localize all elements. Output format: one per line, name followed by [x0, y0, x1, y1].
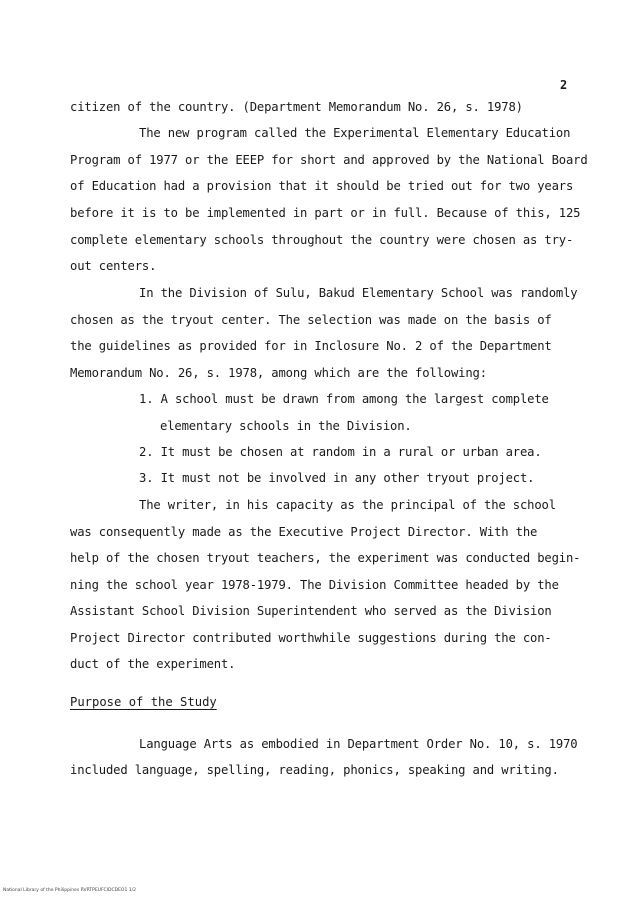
- list-item: 3. It must not be involved in any other tryout project.: [139, 471, 535, 485]
- text-line: Memorandum No. 26, s. 1978, among which are the following:: [70, 366, 487, 380]
- text-line: In the Division of Sulu, Bakud Elementary School was randomly: [139, 286, 578, 300]
- text-line: citizen of the country. (Department Memorandum No. 26, s. 1978): [70, 100, 523, 114]
- library-footer: National Library of the Philippines RVRTPEUFCIDCDEO1 1/2: [3, 888, 137, 893]
- text-line: the guidelines as provided for in Inclosure No. 2 of the Department: [70, 339, 552, 353]
- list-item: 1. A school must be drawn from among the largest complete: [139, 392, 549, 406]
- text-line: duct of the experiment.: [70, 657, 236, 671]
- text-line: Assistant School Division Superintendent who served as the Division: [70, 604, 552, 618]
- text-line: was consequently made as the Executive Project Director. With the: [70, 525, 538, 539]
- text-line: complete elementary schools throughout the country were chosen as try-: [70, 233, 574, 247]
- list-item: 2. It must be chosen at random in a rural or urban area.: [139, 445, 542, 459]
- text-line: before it is to be implemented in part or in full. Because of this, 125: [70, 206, 581, 220]
- text-line: Project Director contributed worthwhile suggestions during the con-: [70, 631, 552, 645]
- page-number: 2: [560, 78, 568, 92]
- section-heading: Purpose of the Study: [70, 695, 217, 709]
- text-line: included language, spelling, reading, phonics, speaking and writing.: [70, 763, 559, 777]
- text-line: out centers.: [70, 259, 157, 273]
- text-line: The writer, in his capacity as the principal of the school: [139, 498, 556, 512]
- text-line: The new program called the Experimental Elementary Education: [139, 126, 571, 140]
- text-line: of Education had a provision that it should be tried out for two years: [70, 179, 574, 193]
- text-line: ning the school year 1978-1979. The Division Committee headed by the: [70, 578, 559, 592]
- text-line: chosen as the tryout center. The selection was made on the basis of: [70, 313, 552, 327]
- text-line: help of the chosen tryout teachers, the experiment was conducted begin-: [70, 551, 581, 565]
- text-line: Program of 1977 or the EEEP for short and approved by the National Board: [70, 153, 588, 167]
- list-item-continuation: elementary schools in the Division.: [160, 419, 412, 433]
- text-line: Language Arts as embodied in Department Order No. 10, s. 1970: [139, 737, 578, 751]
